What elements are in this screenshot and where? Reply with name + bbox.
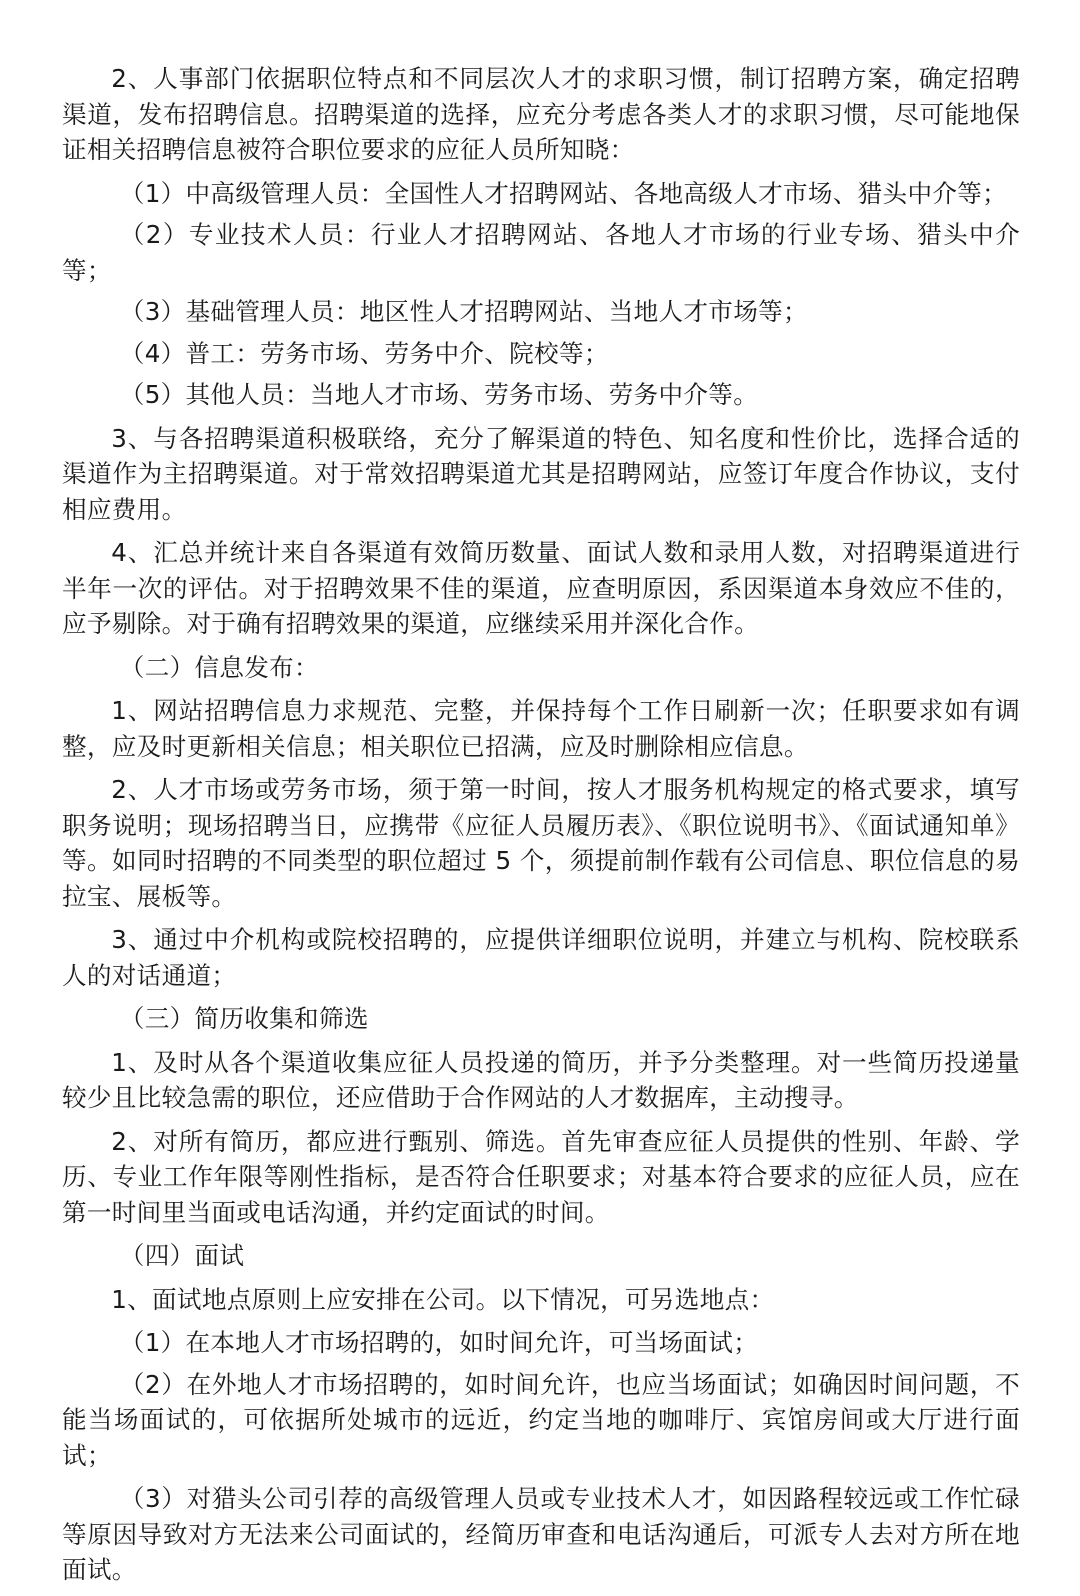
paragraph-website-info: 1、网站招聘信息力求规范、完整，并保持每个工作日刷新一次；任职要求如有调整，应及时更新相关信息；相关职位已招满，应及时删除相应信息。 bbox=[62, 696, 1020, 761]
section-heading-info-release: （二）信息发布： bbox=[119, 652, 319, 682]
paragraph-talent-market: 2、人才市场或劳务市场，须于第一时间，按人才服务机构规定的格式要求，填写职务说明；现场招聘当日，应携带《应征人员履历表》、《职位说明书》、《面试通知单》等。如同时招聘的不同类型的职位超过 5 个，须提前制作载有公司信息、职位信息的易拉宝、展板等。 bbox=[62, 775, 1020, 911]
document-body bbox=[62, 61, 1020, 1596]
list-item-basic-management: （3）基础管理人员：地区性人才招聘网站、当地人才市场等； bbox=[119, 297, 808, 326]
list-item-technical-staff: （2）专业技术人员：行业人才招聘网站、各地人才市场的行业专场、猎头中介等； bbox=[62, 220, 1020, 285]
section-heading-interview: （四）面试 bbox=[119, 1241, 245, 1270]
list-item-senior-management: （1）中高级管理人员：全国性人才招聘网站、各地高级人才市场、猎头中介等； bbox=[119, 178, 1008, 208]
paragraph-resume-collection: 1、及时从各个渠道收集应征人员投递的简历，并予分类整理。对一些简历投递量较少且比较急需的职位，还应借助于合作网站的人才数据库，主动搜寻。 bbox=[62, 1047, 1020, 1112]
list-item-local-market: （1）在本地人才市场招聘的，如时间允许，可当场面试； bbox=[119, 1328, 759, 1357]
list-item-headhunter: （3）对猎头公司引荐的高级管理人员或专业技术人才，如因路程较远或工作忙碌等原因导致对方无法来公司面试的，经简历审查和电话沟通后，可派专人去对方所在地面试。 bbox=[62, 1484, 1020, 1584]
section-heading-resume-screening: （三）简历收集和筛选 bbox=[119, 1004, 369, 1033]
paragraph-channel-evaluation: 4、汇总并统计来自各渠道有效简历数量、面试人数和录用人数，对招聘渠道进行半年一次的评估。对于招聘效果不佳的渠道，应查明原因，系因渠道本身效应不佳的，应予剔除。对于确有招聘效果的渠道，应继续采用并深化合作。 bbox=[62, 538, 1020, 638]
list-item-general-workers: （4）普工：劳务市场、劳务中介、院校等； bbox=[119, 338, 609, 368]
paragraph-channel-planning: 2、人事部门依据职位特点和不同层次人才的求职习惯，制订招聘方案，确定招聘渠道，发布招聘信息。招聘渠道的选择，应充分考虑各类人才的求职习惯，尽可能地保证相关招聘信息被符合职位要求的应征人员所知晓： bbox=[62, 64, 1020, 164]
paragraph-resume-filtering: 2、对所有简历，都应进行甄别、筛选。首先审查应征人员提供的性别、年龄、学历、专业工作年限等刚性指标，是否符合任职要求；对基本符合要求的应征人员，应在第一时间里当面或电话沟通，并约定面试的时间。 bbox=[62, 1126, 1020, 1227]
list-item-remote-market: （2）在外地人才市场招聘的，如时间允许，也应当场面试；如确因时间问题，不能当场面试的，可依据所处城市的远近，约定当地的咖啡厅、宾馆房间或大厅进行面试； bbox=[62, 1369, 1020, 1470]
paragraph-interview-location: 1、面试地点原则上应安排在公司。以下情况，可另选地点： bbox=[111, 1284, 775, 1314]
paragraph-channel-liaison: 3、与各招聘渠道积极联络，充分了解渠道的特色、知名度和性价比，选择合适的渠道作为主招聘渠道。对于常效招聘渠道尤其是招聘网站，应签订年度合作协议，支付相应费用。 bbox=[62, 423, 1020, 524]
paragraph-agency-recruiting: 3、通过中介机构或院校招聘的，应提供详细职位说明，并建立与机构、院校联系人的对话通道； bbox=[62, 925, 1020, 990]
list-item-other-staff: （5）其他人员：当地人才市场、劳务市场、劳务中介等。 bbox=[119, 380, 759, 409]
